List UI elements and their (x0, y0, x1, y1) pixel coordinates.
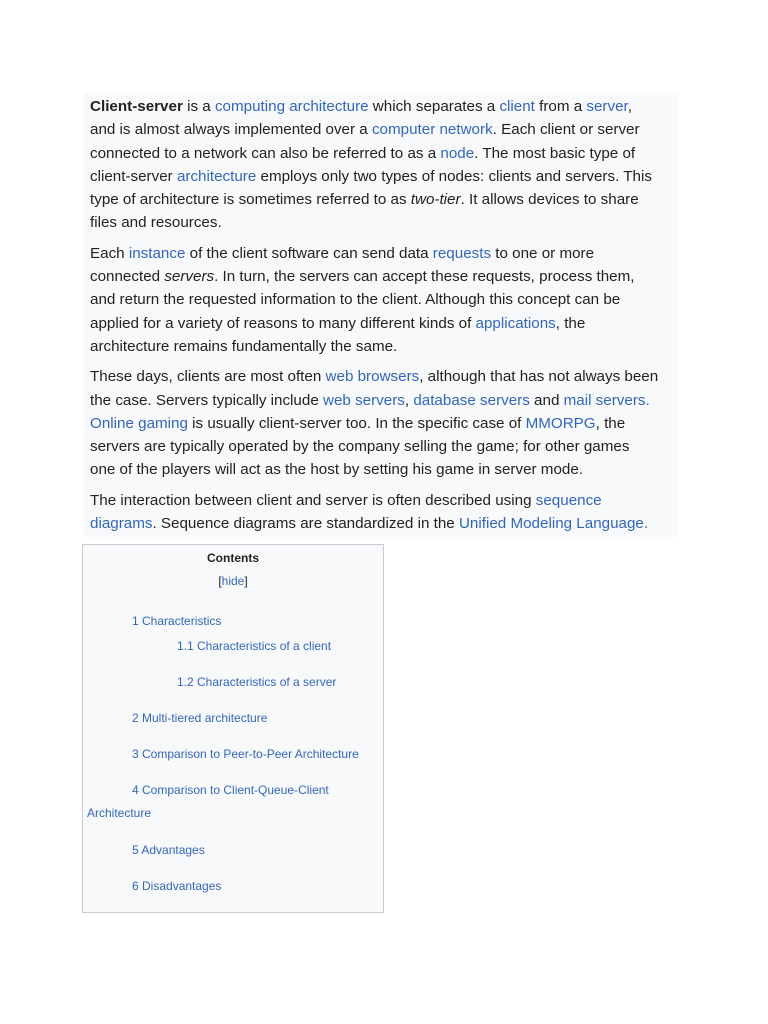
text: . Each client or server (492, 121, 640, 139)
text: . (645, 391, 650, 409)
text: connected to a network can also be referred to as a (90, 144, 441, 162)
link-instance[interactable]: instance (128, 244, 186, 262)
link-server[interactable]: server (586, 98, 628, 115)
table-of-contents (82, 544, 384, 913)
text: , the (595, 414, 626, 432)
text: and is almost always implemented over a (90, 121, 372, 139)
link-computing-architecture[interactable]: computing architecture (214, 98, 369, 115)
text: applied for a variety of reasons to many different kinds of (90, 314, 476, 332)
link-online-gaming[interactable]: Online gaming (90, 414, 188, 432)
text: which separates a (368, 98, 500, 115)
text: . In turn, the servers can accept these requests, process them, (214, 268, 635, 286)
text: servers are typically operated by the company selling the game; for other games (90, 438, 630, 456)
paragraph-2 (90, 242, 678, 358)
toc-item-characteristics-client (177, 635, 331, 657)
toc-item-client-queue-client-cont (87, 802, 151, 824)
text: type of architecture is sometimes referred to as (90, 191, 411, 209)
text: and return the requested information to the client. Although this concept can be (90, 291, 621, 309)
text: is usually client-server too. In the specific case of (187, 414, 526, 432)
text: connected (90, 268, 165, 286)
text: , the (555, 314, 586, 332)
text: of the client software can send data (185, 244, 433, 262)
text: , although that has not always been (419, 368, 659, 386)
paragraph-1 (90, 95, 678, 235)
link-sequence[interactable]: sequence (535, 491, 602, 509)
toc-hide-link[interactable]: hide (221, 574, 245, 588)
text: These days, clients are most often (90, 368, 326, 386)
text: Each (90, 244, 129, 262)
toc-link[interactable]: 2 Multi-tiered architecture (132, 711, 268, 725)
text: the case. Servers typically include (90, 391, 323, 409)
text: from a (534, 98, 587, 115)
text: and (529, 391, 564, 409)
toc-title: Contents (207, 551, 259, 565)
toc-item-characteristics (132, 610, 221, 632)
toc-link[interactable]: 1.2 Characteristics of a server (177, 675, 337, 689)
paragraph-3 (90, 365, 678, 481)
link-diagrams[interactable]: diagrams (90, 515, 153, 533)
link-client[interactable]: client (499, 98, 535, 115)
toc-item-peer-to-peer (132, 743, 359, 765)
bracket: ] (244, 574, 248, 588)
toc-item-disadvantages (132, 875, 221, 897)
bold-term: Client-server (90, 98, 183, 115)
bracket: [ (218, 574, 222, 588)
link-web-servers[interactable]: web servers (322, 391, 405, 409)
text: architecture remains fundamentally the same. (90, 337, 398, 355)
text: . (643, 515, 649, 533)
text: , (627, 98, 632, 115)
toc-link[interactable]: 1.1 Characteristics of a client (177, 639, 332, 653)
article-body (84, 93, 678, 537)
text: client-server (90, 167, 177, 185)
link-database-servers[interactable]: database servers (413, 391, 530, 409)
link-applications[interactable]: applications (475, 314, 556, 332)
text: . The most basic type of (474, 144, 636, 162)
toc-item-characteristics-server (177, 671, 336, 693)
link-mail-servers[interactable]: mail servers (563, 391, 646, 409)
toc-item-advantages (132, 839, 205, 861)
link-computer-network[interactable]: computer network (371, 121, 493, 139)
toc-item-client-queue-client (132, 779, 329, 801)
text: files and resources. (90, 214, 222, 232)
link-unified-modeling-language[interactable]: Unified Modeling Language (458, 515, 644, 533)
link-mmorpg[interactable]: MMORPG (525, 414, 596, 432)
toc-link[interactable]: 1 Characteristics (132, 614, 222, 628)
toc-link[interactable]: 5 Advantages (132, 843, 205, 857)
text: , (404, 391, 414, 409)
toc-link[interactable]: 4 Comparison to Client-Queue-Client (132, 783, 329, 797)
text: to one or more (491, 244, 595, 262)
text: is a (182, 98, 215, 115)
text: . Sequence diagrams are standardized in the (152, 515, 459, 533)
text: The interaction between client and server is often described using (90, 491, 536, 509)
text: one of the players will act as the host by setting his game in server mode. (90, 461, 584, 479)
italic-term: servers (164, 268, 215, 286)
text: . It allows devices to share (460, 191, 639, 209)
toc-item-multi-tiered (132, 707, 267, 729)
link-web-browsers[interactable]: web browsers (325, 368, 420, 386)
toc-link[interactable]: 3 Comparison to Peer-to-Peer Architecture (132, 747, 359, 761)
paragraph-4 (90, 489, 678, 536)
toc-toggle (83, 574, 383, 588)
toc-link[interactable]: 6 Disadvantages (132, 879, 222, 893)
link-requests[interactable]: requests (432, 244, 492, 262)
link-architecture[interactable]: architecture (176, 167, 257, 185)
italic-term: two-tier (410, 191, 461, 209)
text: employs only two types of nodes: clients and servers. This (256, 167, 652, 185)
link-node[interactable]: node (440, 144, 475, 162)
toc-link[interactable]: Architecture (87, 806, 152, 820)
